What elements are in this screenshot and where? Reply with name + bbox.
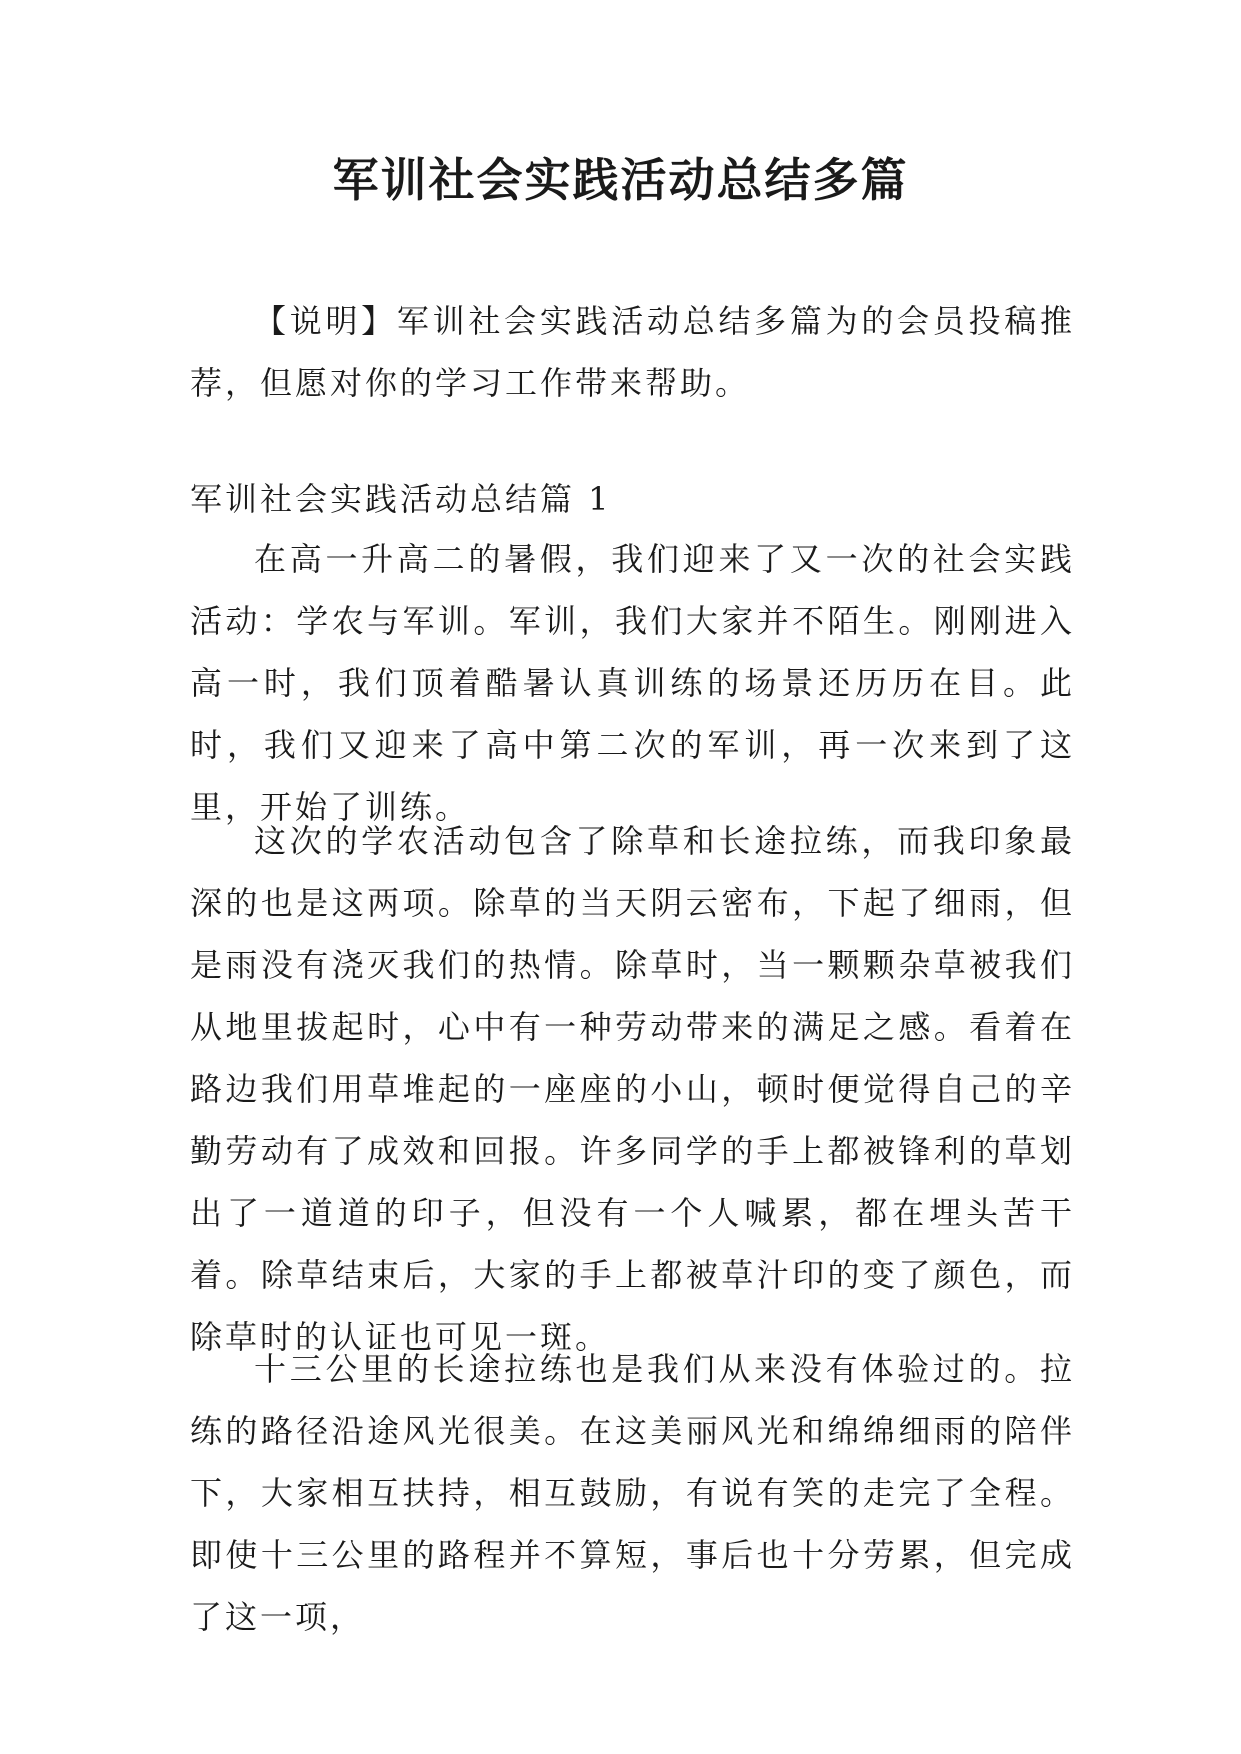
document-title: 军训社会实践活动总结多篇 xyxy=(332,153,909,207)
section-heading: 军训社会实践活动总结篇 1 xyxy=(190,480,612,518)
body-paragraph: 十三公里的长途拉练也是我们从来没有体验过的。拉练的路径沿途风光很美。在这美丽风光和绵绵细雨的陪伴下，大家相互扶持，相互鼓励，有说有笑的走完了全程。即使十三公里的路程并不算短，事后也十分劳累，但完成了这一项， xyxy=(190,1350,1075,1636)
intro-paragraph: 【说明】军训社会实践活动总结多篇为的会员投稿推荐，但愿对你的学习工作带来帮助。 xyxy=(190,302,1075,402)
body-paragraph: 在高一升高二的暑假，我们迎来了又一次的社会实践活动：学农与军训。军训，我们大家并不陌生。刚刚进入高一时，我们顶着酷暑认真训练的场景还历历在目。此时，我们又迎来了高中第二次的军训，再一次来到了这里，开始了训练。 xyxy=(190,540,1075,826)
body-paragraph: 这次的学农活动包含了除草和长途拉练，而我印象最深的也是这两项。除草的当天阴云密布，下起了细雨，但是雨没有浇灭我们的热情。除草时，当一颗颗杂草被我们从地里拔起时，心中有一种劳动带来的满足之感。看着在路边我们用草堆起的一座座的小山，顿时便觉得自己的辛勤劳动有了成效和回报。许多同学的手上都被锋利的草划出了一道道的印子，但没有一个人喊累，都在埋头苦干着。除草结束后，大家的手上都被草汁印的变了颜色，而除草时的认证也可见一斑。 xyxy=(190,822,1075,1356)
